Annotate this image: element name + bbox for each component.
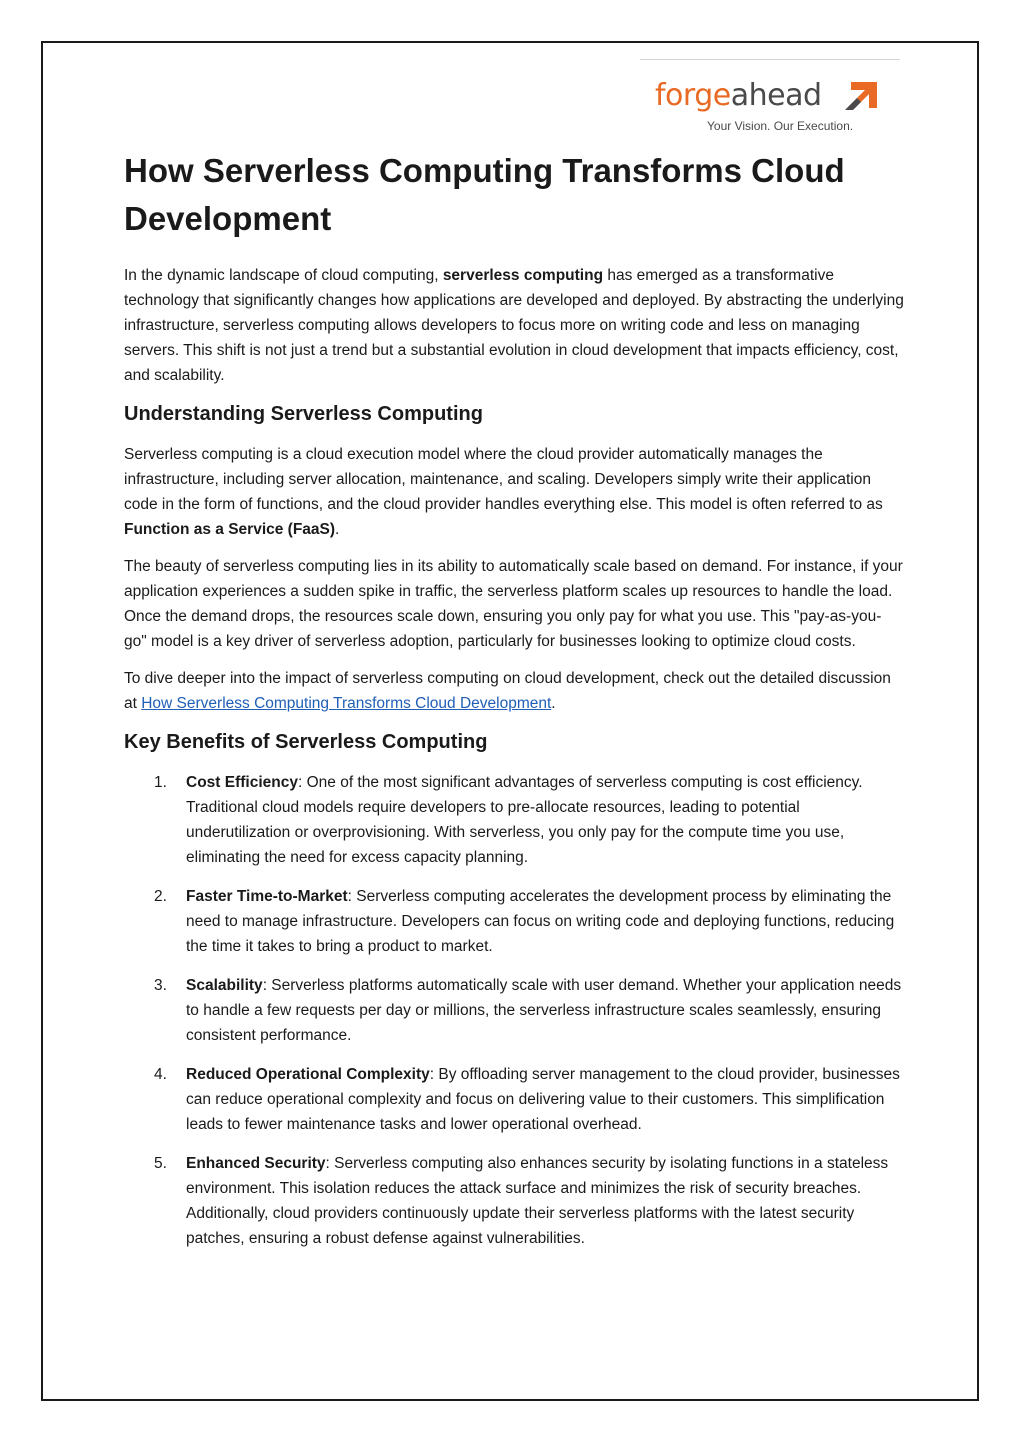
- list-item-text: : Serverless computing accelerates the development process by eliminating the need to manage infrastructure. Developers can focus on writing code and deploying functions, reducing the time it takes to bring a product to market.: [186, 888, 895, 955]
- logo-word-ahead: ahead: [730, 78, 822, 113]
- section-heading-benefits: Key Benefits of Serverless Computing: [124, 731, 488, 753]
- list-item-term: Scalability: [186, 977, 263, 994]
- intro-text-end: has emerged as a transformative technology that significantly changes how applications are developed and deployed. By abstracting the underlying infrastructure, serverless computing allows developers to focus more on writing code and less on managing servers. This shift is not just a trend but a substantial evolution in cloud development that impacts efficiency, cost, and scalability.: [124, 267, 904, 384]
- list-item-text: : By offloading server management to the cloud provider, businesses can reduce operational complexity and focus on delivering value to their customers. This simplification leads to fewer maintenance tasks and lower operational overhead.: [186, 1066, 900, 1133]
- list-item-text: : Serverless computing also enhances security by isolating functions in a stateless environment. This isolation reduces the attack surface and minimizes the risk of security breaches. Additionally, cloud providers continuously update their serverless platforms with the latest security patches, ensuring a robust defense against vulnerabilities.: [186, 1155, 889, 1247]
- benefits-list: [124, 770, 904, 1251]
- list-item-number: 5.: [154, 1155, 167, 1172]
- section-heading-understanding: Understanding Serverless Computing: [124, 403, 483, 425]
- list-item-number: 1.: [154, 774, 167, 791]
- list-item-number: 2.: [154, 888, 167, 905]
- header-divider: [640, 59, 900, 60]
- faas-text-start: Serverless computing is a cloud execution model where the cloud provider automatically manages the infrastructure, including server allocation, maintenance, and scaling. Developers simply write their application code in the form of functions, and the cloud provider handles everything else. This model is often referred to as: [124, 446, 883, 513]
- list-item: [124, 1062, 904, 1137]
- list-item-number: 4.: [154, 1066, 167, 1083]
- list-item-text: : Serverless platforms automatically scale with user demand. Whether your application needs to handle a few requests per day or millions, the serverless infrastructure scales seamlessly, ensuring consistent performance.: [186, 977, 902, 1044]
- brand-logo: [655, 78, 895, 136]
- list-item: [124, 770, 904, 870]
- page-title: How Serverless Computing Transforms Cloud Development: [124, 152, 845, 237]
- list-item-number: 3.: [154, 977, 167, 994]
- intro-bold-term: serverless computing: [442, 267, 604, 284]
- logo-wordmark: [655, 78, 822, 114]
- faas-text-end: .: [335, 521, 340, 538]
- list-item-term: Enhanced Security: [186, 1155, 326, 1172]
- faas-bold-term: Function as a Service (FaaS): [124, 521, 336, 538]
- list-item-term: Cost Efficiency: [186, 774, 298, 791]
- intro-text-start: In the dynamic landscape of cloud computing,: [124, 267, 443, 284]
- list-item-term: Faster Time-to-Market: [186, 888, 348, 905]
- list-item: [124, 973, 904, 1048]
- list-item: [124, 1151, 904, 1251]
- list-item-text: : One of the most significant advantages of serverless computing is cost efficiency. Traditional cloud models require developers to pre-allocate resources, leading to potential underutilization or overprovisioning. With serverless, you only pay for the compute time you use, eliminating the need for excess capacity planning.: [186, 774, 863, 866]
- link-lead-text: To dive deeper into the impact of serverless computing on cloud development, check out the detailed discussion at: [124, 670, 891, 712]
- intro-paragraph: [124, 263, 904, 388]
- logo-tagline: Your Vision. Our Execution.: [707, 119, 854, 133]
- article-body: [124, 147, 904, 1265]
- list-item-term: Reduced Operational Complexity: [186, 1066, 430, 1083]
- understanding-paragraph-1: [124, 442, 904, 542]
- list-item: [124, 884, 904, 959]
- arrow-up-right-icon: [845, 82, 877, 110]
- understanding-paragraph-3: [124, 666, 904, 716]
- understanding-paragraph-2: The beauty of serverless computing lies in its ability to automatically scale based on demand. For instance, if your application experiences a sudden spike in traffic, the serverless platform scales up resources to handle the load. Once the demand drops, the resources scale down, ensuring you only pay for what you use. This "pay-as-you-go" model is a key driver of serverless adoption, particularly for businesses looking to optimize cloud costs.: [124, 558, 903, 650]
- article-link[interactable]: How Serverless Computing Transforms Cloud Development: [141, 695, 552, 712]
- logo-word-forge: forge: [655, 78, 731, 113]
- link-trail-text: .: [551, 695, 556, 712]
